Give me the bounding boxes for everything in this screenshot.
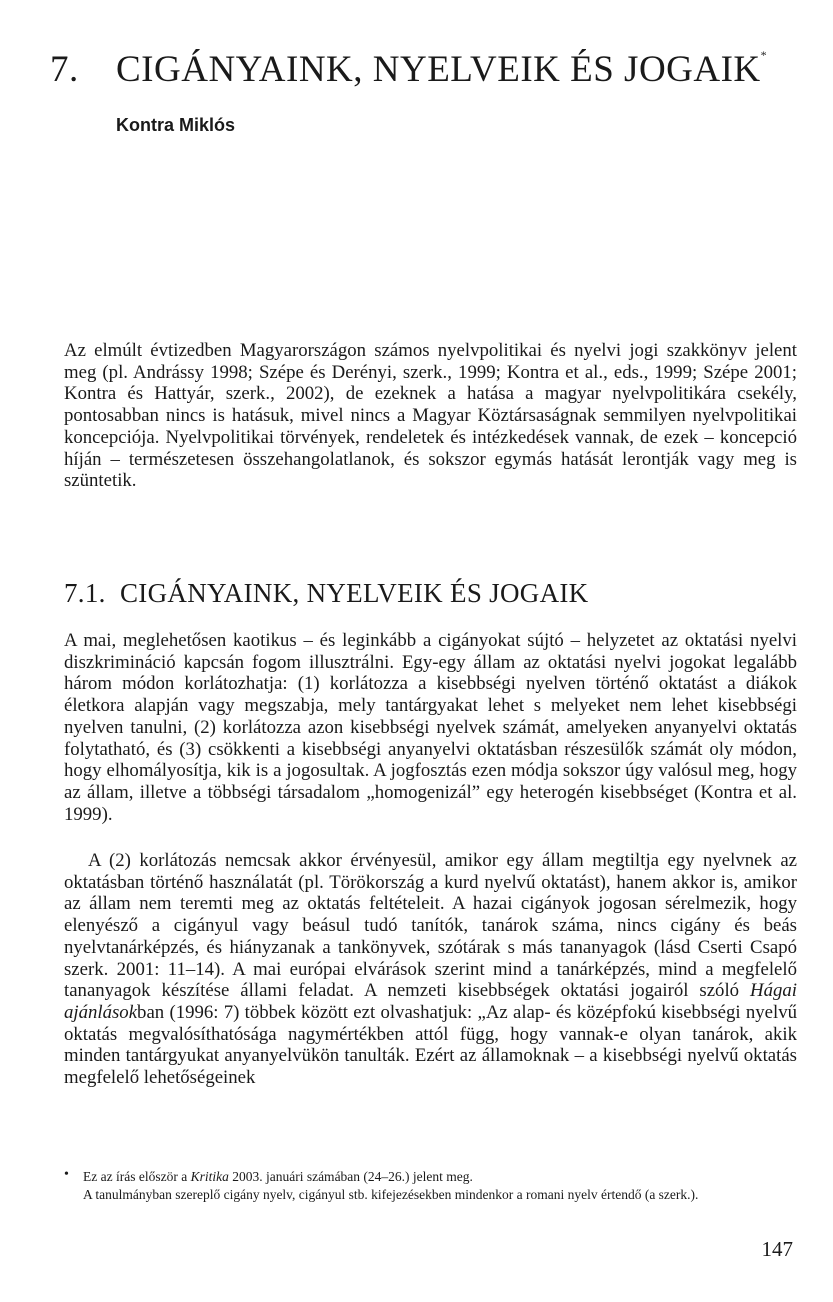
footnote-1-text-end: 2003. januári számában (24–26.) jelent meg.: [228, 1169, 473, 1184]
section-heading: [64, 578, 588, 609]
footnote-1-journal-title: Kritika: [190, 1169, 229, 1184]
footnote-2: [64, 1186, 799, 1204]
italic-document-title: Hágai ajánlások: [64, 980, 797, 1023]
section-title-text: CIGÁNYAINK, NYELVEIK ÉS JOGAIK: [120, 578, 589, 608]
chapter-number: 7.: [50, 49, 79, 90]
page-number: 147: [761, 1237, 793, 1261]
author-name: Kontra Miklós: [116, 115, 236, 135]
body-paragraph-1: A mai, meglehetősen kaotikus – és leginkább a cigányokat sújtó – helyzetet az oktatási nyelvi diszkrimináció kapcsán fogom illusztrálni. Egy-egy állam az oktatási nyelvi jogokat legalább három módon korlátozhatja: (1) korlátozza a kisebbségi nyelven történő oktatást a diákok életkora alapján vagy megszabja, mely tantárgyakat lehet s melyeket nem lehet kisebbségi nyelven tanulni, (2) korlátozza azon kisebbségi nyelvek számát, amelyeken anyanyelvi oktatás folytatható, és (3) csökkenti a kisebbségi anyanyelvi oktatásban részesülők számát oly módon, hogy elhomályosítja, kik is a jogosultak. A jogfosztás ezen módja sokszor úgy valósul meg, hogy az állam, illetve a többségi társadalom „homogenizál” egy heterogén kisebbséget (Kontra et al. 1999).: [64, 630, 797, 825]
chapter-title: [50, 48, 767, 91]
chapter-footnote-marker: *: [760, 48, 768, 62]
footnote-2-text: A tanulmányban szereplő cigány nyelv, cigányul stb. kifejezésekben mindenkor a romani nyelv értendő (a szerk.).: [83, 1186, 699, 1202]
chapter-title-text: CIGÁNYAINK, NYELVEIK ÉS JOGAIK: [116, 49, 761, 90]
section-number: 7.1.: [64, 578, 106, 608]
footnote-1-text-start: Ez az írás először a: [83, 1169, 191, 1184]
footnotes: [64, 1168, 799, 1203]
paragraph-2-text-start: A (2) korlátozás nemcsak akkor érvényesül, amikor egy állam megtiltja egy nyelvnek az oktatásban történő használatát (pl. Törökország a kurd nyelvű oktatást), hanem akkor is, amikor az állam nem teremti meg az oktatás feltételeit. A hazai cigányok jogosan sérelmezik, hogy elenyésző a cigányul vagy beásul tudó tanítók, tanárok száma, nincs cigány és beás nyelvtanárképzés, és hiányzanak a tankönyvek, szótárak s más tananyagok (lásd Cserti Csapó szerk. 2001: 11–14). A mai európai elvárások szerint mind a tanárképzés, mind a megfelelő tananyagok készítése állami feladat. A nemzeti kisebbségek oktatási jogairól szóló: [64, 850, 797, 1002]
body-paragraph-2: [64, 850, 797, 1089]
footnote-marker: •: [64, 1167, 69, 1182]
paragraph-2-text-end: ban (1996: 7) többek között ezt olvashatjuk: „Az alap- és középfokú kisebbségi nyelvű oktatás megvalósíthatósága nagymértékben attól függ, hogy vannak-e olyan tanárok, akik minden tantárgyukat anyanyelvükön tanulták. Ezért az államoknak – a kisebbségi nyelvű oktatás megfelelő lehetőségeinek: [64, 1001, 797, 1089]
intro-paragraph: Az elmúlt évtizedben Magyarországon számos nyelvpolitikai és nyelvi jogi szakkönyv jelent meg (pl. Andrássy 1998; Szépe és Derényi, szerk., 1999; Kontra et al., eds., 1999; Szépe 2001; Kontra és Hattyár, szerk., 2002), de ezeknek a hatása a magyar nyelvpolitikára csekély, pontosabban nincs is hatásuk, mivel nincs a Magyar Köztársaságnak semmilyen nyelvpolitikai koncepciója. Nyelvpolitikai törvények, rendeletek és intézkedések vannak, de ezek – koncepció híján – természetesen összehangolatlanok, és sokszor egymás hatását lerontják vagy meg is szüntetik.: [64, 340, 797, 492]
footnote-1: [64, 1168, 799, 1186]
